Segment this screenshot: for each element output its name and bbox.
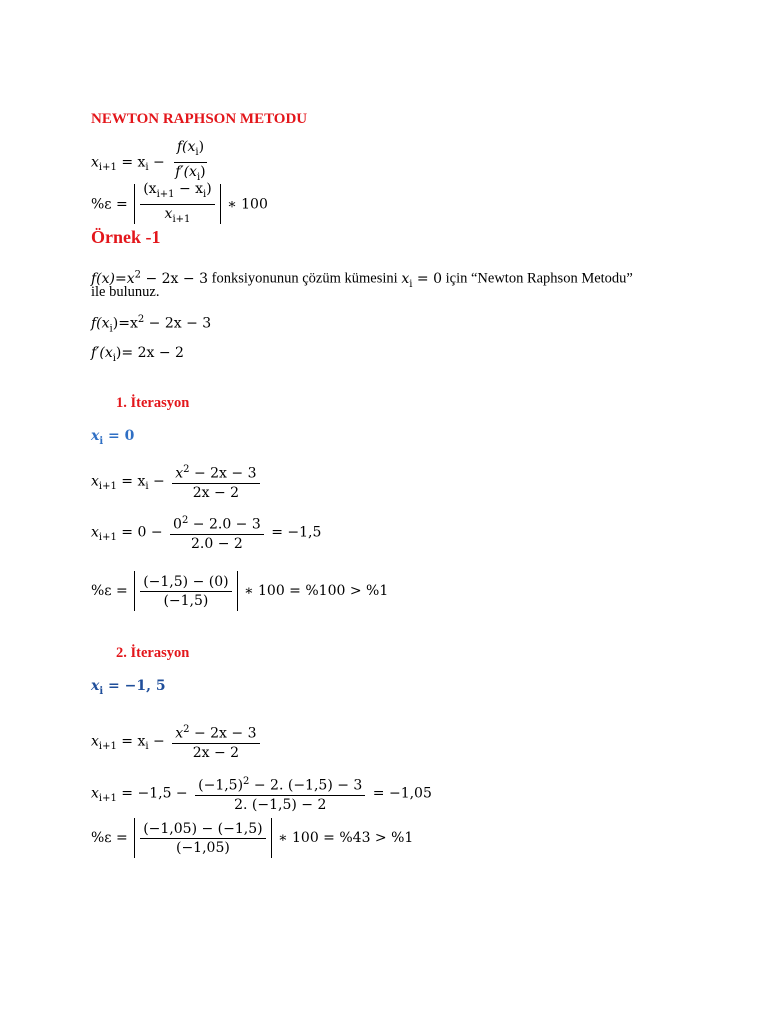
iteration-2-step1: $x_{i+1} = x_i$ − $\frac{x^2 - 2x - 3}{2x - 2}$	[91, 721, 263, 762]
example-heading: Örnek -1	[91, 227, 161, 247]
iteration-2-step2: $x_{i+1} = -1,5$ − $\frac{(-1,5)^2 - 2. (-1,5) - 3}{2. (-1,5) - 2}$ = −1,05	[91, 773, 432, 814]
iteration-1-step1: $x_{i+1} = x_i$ − $\frac{x^2 - 2x - 3}{2x - 2}$	[91, 461, 263, 502]
iteration-2-error: %ε = $\frac{(-1,05) - (-1,5)}{(-1,05)}$ ∗ 100 = %43 > %1	[91, 818, 413, 858]
derivative-definition: $f'(x_i)= 2x - 2$	[91, 345, 184, 364]
error-formula: %ε = $\frac{(x_{i+1} - x_i)}{x_{i+1}}$ ∗ 100	[91, 181, 268, 225]
newton-formula: $x_{i+1} = x_i$ − $\frac{f(x_i)}{f'(x_i)}$	[91, 139, 206, 183]
page-title: NEWTON RAPHSON METODU	[91, 111, 308, 127]
iteration-2-xi: $x_i = -1$, 5	[91, 678, 166, 697]
problem-statement: $f(x)=x^2 - 2x - 3$ fonksiyonunun çözüm kümesini $x_i = 0$ için “Newton Raphson Metodu”	[91, 269, 633, 290]
problem-statement-line2: ile bulunuz.	[91, 284, 160, 300]
iteration-1-xi: $x_i = 0$	[91, 428, 135, 447]
function-definition: $f(x_i)=x^2 - 2x - 3$	[91, 314, 212, 335]
iteration-1-step2: $x_{i+1} = 0$ − $\frac{0^2 - 2.0 - 3}{2.0 - 2}$ = −1,5	[91, 512, 321, 553]
iteration-1-error: %ε = $\frac{(-1,5) - (0)}{(-1,5)}$ ∗ 100 = %100 > %1	[91, 571, 388, 611]
iteration-2-heading: 2. İterasyon	[116, 645, 190, 661]
iteration-1-heading: 1. İterasyon	[116, 395, 190, 411]
